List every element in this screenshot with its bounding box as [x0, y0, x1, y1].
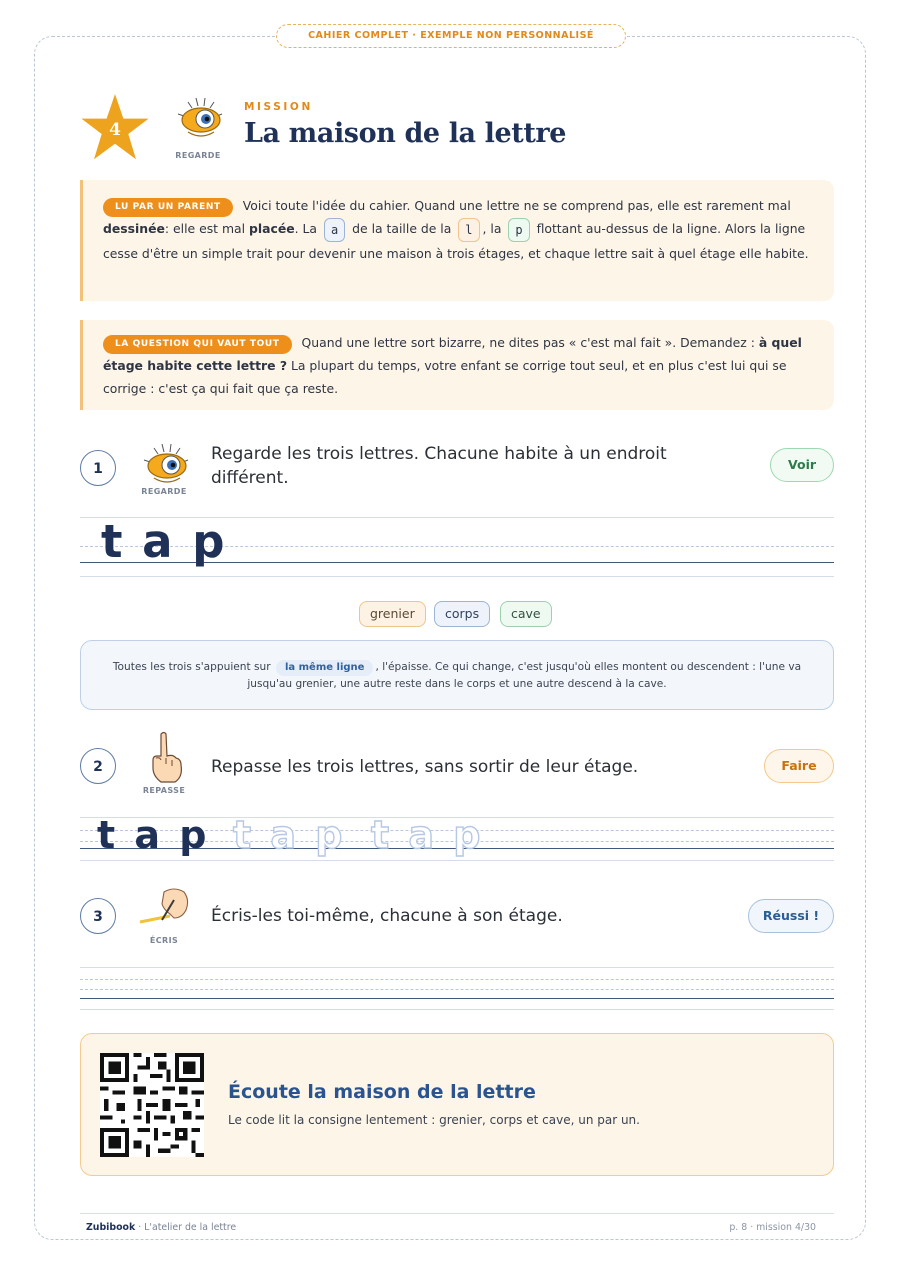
- done-button[interactable]: Réussi !: [748, 899, 834, 933]
- explanation-box: [80, 640, 834, 710]
- note-text: . La: [294, 221, 321, 236]
- writing-hand-icon: [136, 886, 192, 930]
- letter-chip-a: a: [324, 218, 345, 242]
- footer-subtitle: · L'atelier de la lettre: [135, 1222, 237, 1233]
- mission-label: MISSION: [244, 101, 313, 113]
- note-text: de la taille de la: [348, 221, 456, 236]
- trace-ghost-letters[interactable]: t a p: [371, 813, 484, 857]
- zone-chip-body: corps: [434, 601, 490, 627]
- step-instruction: Écris-les toi-même, chacune à son étage.: [211, 906, 563, 926]
- eye-icon: [174, 96, 226, 142]
- mission-number: 4: [109, 120, 121, 140]
- parent-note: [80, 180, 834, 301]
- info-text: , l'épaisse. Ce qui change, c'est jusqu'où elles montent ou descendent : l'une va jusqu'au grenier, une autre reste dans le corps et une autre descend à la cave.: [247, 661, 802, 690]
- highlight-pill: la même ligne: [276, 660, 373, 676]
- model-letters: t a p: [101, 515, 227, 568]
- step-number: 1: [80, 450, 116, 486]
- note-text: , la: [482, 221, 506, 236]
- note-bold: à quel étage habite cette lettre ?: [103, 335, 802, 373]
- footer-brand: [86, 1222, 236, 1233]
- note-text: flottant au-dessus de la ligne. Alors la ligne cesse d'être un simple trait pour devenir une maison à trois étages, et chaque lettre sait à quel étage elle habite.: [103, 221, 809, 261]
- pointing-finger-icon: [144, 730, 184, 784]
- do-button[interactable]: Faire: [764, 749, 834, 783]
- note-bold: placée: [249, 221, 295, 236]
- eye-icon: [140, 442, 192, 488]
- parent-note-pill: LU PAR UN PARENT: [103, 198, 233, 217]
- note-text: Voici toute l'idée du cahier. Quand une lettre ne se comprend pas, elle est rarement mal: [242, 198, 791, 213]
- step-number: 2: [80, 748, 116, 784]
- zone-chip-cellar: cave: [500, 601, 552, 627]
- icon-caption: REGARDE: [175, 151, 221, 160]
- footer-divider: [80, 1213, 834, 1214]
- note-text: : elle est mal: [164, 221, 250, 236]
- letter-chip-l: l: [458, 218, 479, 242]
- page-indicator: p. 8 · mission 4/30: [729, 1222, 816, 1233]
- key-question-pill: LA QUESTION QUI VAUT TOUT: [103, 335, 292, 354]
- trace-model-letters: t a p: [97, 813, 210, 857]
- qr-code-icon[interactable]: [100, 1053, 204, 1157]
- note-text: La plupart du temps, votre enfant se corrige tout seul, et en plus c'est lui qui se corrige : c'est ça qui fait que ça reste.: [103, 358, 787, 396]
- trace-ghost-letters[interactable]: t a p: [233, 813, 346, 857]
- see-button[interactable]: Voir: [770, 448, 834, 482]
- writing-practice-lines[interactable]: [80, 967, 834, 1011]
- info-text: Toutes les trois s'appuient sur: [112, 661, 274, 673]
- step-instruction: Repasse les trois lettres, sans sortir de leur étage.: [211, 757, 639, 777]
- icon-caption: REPASSE: [142, 786, 186, 795]
- sample-banner: CAHIER COMPLET · EXEMPLE NON PERSONNALISÉ: [276, 24, 626, 48]
- icon-caption: ÉCRIS: [149, 936, 179, 945]
- key-question-note: [80, 320, 834, 410]
- note-bold: dessinée: [103, 221, 165, 236]
- zone-chip-attic: grenier: [359, 601, 426, 627]
- audio-title: Écoute la maison de la lettre: [228, 1081, 536, 1103]
- step-instruction: Regarde les trois lettres. Chacune habite à un endroit différent.: [211, 444, 667, 488]
- step-number: 3: [80, 898, 116, 934]
- audio-description: Le code lit la consigne lentement : grenier, corps et cave, un par un.: [228, 1113, 640, 1127]
- page-title: La maison de la lettre: [244, 118, 567, 149]
- icon-caption: REGARDE: [141, 487, 187, 496]
- note-text: Quand une lettre sort bizarre, ne dites pas « c'est mal fait ». Demandez :: [301, 335, 759, 350]
- brand-name: Zubibook: [86, 1222, 136, 1233]
- letter-chip-p: p: [508, 218, 529, 242]
